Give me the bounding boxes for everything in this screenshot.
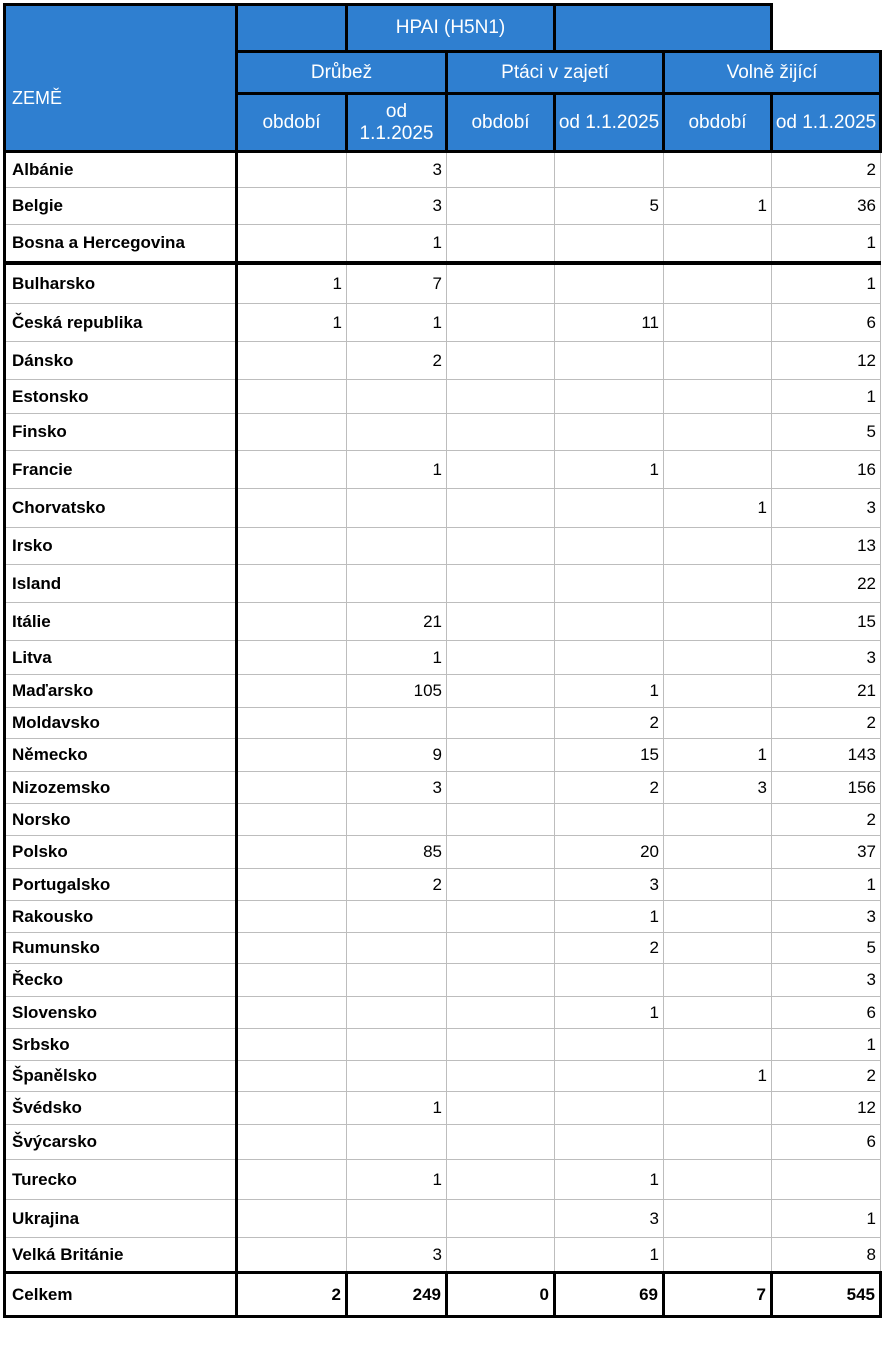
country-cell: Ukrajina: [5, 1200, 237, 1238]
table-row: [5, 225, 881, 263]
value-cell: [447, 414, 555, 451]
country-cell: Rakousko: [5, 901, 237, 933]
value-cell: 1: [347, 451, 447, 489]
table-row: [5, 1029, 881, 1061]
value-cell: 1: [555, 997, 664, 1029]
value-cell: [237, 188, 347, 225]
value-cell: [347, 901, 447, 933]
value-cell: [447, 1092, 555, 1125]
value-cell: [237, 152, 347, 188]
table-row: [5, 1160, 881, 1200]
value-cell: 2: [555, 772, 664, 804]
value-cell: 3: [555, 1200, 664, 1238]
value-cell: [347, 528, 447, 565]
value-cell: 1: [555, 901, 664, 933]
country-cell: Španělsko: [5, 1061, 237, 1092]
value-cell: [664, 528, 772, 565]
table-row: [5, 933, 881, 964]
table-row: [5, 836, 881, 869]
table-body: [5, 152, 881, 1317]
value-cell: [664, 342, 772, 380]
value-cell: 1: [237, 263, 347, 304]
value-cell: [347, 1125, 447, 1160]
value-cell: [664, 804, 772, 836]
value-cell: [555, 263, 664, 304]
value-cell: 2: [555, 933, 664, 964]
value-cell: [237, 565, 347, 603]
value-cell: [664, 964, 772, 997]
value-cell: [447, 1200, 555, 1238]
table-row: [5, 1092, 881, 1125]
value-cell: [664, 708, 772, 739]
value-cell: [447, 451, 555, 489]
value-cell: [447, 964, 555, 997]
country-cell: Litva: [5, 641, 237, 675]
table-row: [5, 739, 881, 772]
value-cell: [555, 603, 664, 641]
table-row: [5, 964, 881, 997]
value-cell: 1: [347, 225, 447, 263]
header-blank-left: [237, 5, 347, 52]
value-cell: 21: [772, 675, 881, 708]
table-row: [5, 997, 881, 1029]
value-cell: 1: [555, 675, 664, 708]
value-cell: [447, 836, 555, 869]
value-cell: [347, 565, 447, 603]
value-cell: [347, 489, 447, 528]
value-cell: [447, 304, 555, 342]
value-cell: [664, 225, 772, 263]
value-cell: 6: [772, 1125, 881, 1160]
total-value-cell: 7: [664, 1273, 772, 1317]
value-cell: 1: [772, 869, 881, 901]
value-cell: 1: [664, 188, 772, 225]
country-cell: Velká Británie: [5, 1238, 237, 1273]
value-cell: [447, 869, 555, 901]
value-cell: [555, 1092, 664, 1125]
value-cell: 12: [772, 342, 881, 380]
value-cell: [664, 933, 772, 964]
since-header: od 1.1.2025: [772, 94, 881, 152]
value-cell: [237, 1125, 347, 1160]
country-cell: Polsko: [5, 836, 237, 869]
value-cell: [664, 304, 772, 342]
value-cell: 1: [555, 1238, 664, 1273]
value-cell: [347, 997, 447, 1029]
value-cell: [555, 152, 664, 188]
value-cell: [664, 451, 772, 489]
country-cell: Slovensko: [5, 997, 237, 1029]
value-cell: 1: [555, 451, 664, 489]
value-cell: 11: [555, 304, 664, 342]
value-cell: [237, 528, 347, 565]
value-cell: 36: [772, 188, 881, 225]
value-cell: [237, 997, 347, 1029]
value-cell: 12: [772, 1092, 881, 1125]
value-cell: [447, 1061, 555, 1092]
value-cell: [664, 152, 772, 188]
table-row: [5, 772, 881, 804]
country-cell: Řecko: [5, 964, 237, 997]
value-cell: [237, 603, 347, 641]
value-cell: 1: [772, 1029, 881, 1061]
value-cell: [447, 603, 555, 641]
value-cell: 3: [347, 1238, 447, 1273]
total-value-cell: 2: [237, 1273, 347, 1317]
value-cell: [237, 804, 347, 836]
table-row: [5, 901, 881, 933]
total-value-cell: 249: [347, 1273, 447, 1317]
country-cell: Česká republika: [5, 304, 237, 342]
value-cell: [447, 489, 555, 528]
country-cell: Švýcarsko: [5, 1125, 237, 1160]
table-row: [5, 1061, 881, 1092]
value-cell: [664, 1125, 772, 1160]
table-row: [5, 1200, 881, 1238]
value-cell: 3: [772, 964, 881, 997]
value-cell: 16: [772, 451, 881, 489]
period-header: období: [237, 94, 347, 152]
country-cell: Finsko: [5, 414, 237, 451]
value-cell: 3: [347, 188, 447, 225]
value-cell: [347, 380, 447, 414]
value-cell: [664, 1029, 772, 1061]
country-cell: Maďarsko: [5, 675, 237, 708]
value-cell: [237, 1160, 347, 1200]
value-cell: [237, 1238, 347, 1273]
value-cell: 2: [347, 869, 447, 901]
value-cell: [447, 1029, 555, 1061]
value-cell: [447, 1238, 555, 1273]
value-cell: 5: [772, 933, 881, 964]
value-cell: [237, 451, 347, 489]
value-cell: 9: [347, 739, 447, 772]
value-cell: 3: [664, 772, 772, 804]
value-cell: [347, 1200, 447, 1238]
table-row: [5, 528, 881, 565]
group-header-poultry: Drůbež: [237, 52, 447, 94]
value-cell: [664, 869, 772, 901]
value-cell: 2: [555, 708, 664, 739]
country-cell: Norsko: [5, 804, 237, 836]
value-cell: 6: [772, 997, 881, 1029]
value-cell: [555, 380, 664, 414]
value-cell: 15: [555, 739, 664, 772]
country-cell: Irsko: [5, 528, 237, 565]
total-value-cell: 0: [447, 1273, 555, 1317]
total-value-cell: 69: [555, 1273, 664, 1317]
value-cell: 2: [772, 708, 881, 739]
table-row: [5, 188, 881, 225]
value-cell: [447, 901, 555, 933]
country-cell: Dánsko: [5, 342, 237, 380]
country-cell: Belgie: [5, 188, 237, 225]
value-cell: [237, 1029, 347, 1061]
value-cell: [347, 1029, 447, 1061]
value-cell: [447, 342, 555, 380]
header-blank-right: [555, 5, 772, 52]
value-cell: 1: [772, 263, 881, 304]
country-cell: Portugalsko: [5, 869, 237, 901]
hpai-table: [3, 3, 882, 1318]
value-cell: 22: [772, 565, 881, 603]
value-cell: [664, 675, 772, 708]
country-header: ZEMĚ: [5, 5, 237, 152]
table-row: [5, 804, 881, 836]
value-cell: [664, 836, 772, 869]
value-cell: [237, 739, 347, 772]
value-cell: 37: [772, 836, 881, 869]
table-row: [5, 152, 881, 188]
value-cell: [555, 1125, 664, 1160]
value-cell: [347, 1061, 447, 1092]
country-cell: Nizozemsko: [5, 772, 237, 804]
value-cell: [555, 225, 664, 263]
value-cell: [664, 1200, 772, 1238]
value-cell: [447, 1160, 555, 1200]
value-cell: [447, 380, 555, 414]
value-cell: 15: [772, 603, 881, 641]
table-row: [5, 1238, 881, 1273]
total-value-cell: 545: [772, 1273, 881, 1317]
value-cell: 143: [772, 739, 881, 772]
country-cell: Švédsko: [5, 1092, 237, 1125]
table-row: [5, 451, 881, 489]
value-cell: [347, 414, 447, 451]
table-row: [5, 565, 881, 603]
value-cell: [237, 1061, 347, 1092]
table-row: [5, 641, 881, 675]
value-cell: 1: [347, 304, 447, 342]
country-cell: Francie: [5, 451, 237, 489]
value-cell: 8: [772, 1238, 881, 1273]
value-cell: 1: [237, 304, 347, 342]
value-cell: [664, 603, 772, 641]
value-cell: 2: [772, 1061, 881, 1092]
value-cell: [347, 708, 447, 739]
value-cell: 105: [347, 675, 447, 708]
value-cell: 156: [772, 772, 881, 804]
value-cell: [447, 225, 555, 263]
value-cell: 1: [772, 1200, 881, 1238]
table-row: [5, 380, 881, 414]
value-cell: 1: [664, 1061, 772, 1092]
table-row: [5, 342, 881, 380]
value-cell: 7: [347, 263, 447, 304]
country-cell: Německo: [5, 739, 237, 772]
table-row: [5, 263, 881, 304]
value-cell: [347, 804, 447, 836]
value-cell: [237, 772, 347, 804]
table-row: [5, 869, 881, 901]
value-cell: 20: [555, 836, 664, 869]
disease-header: HPAI (H5N1): [347, 5, 555, 52]
value-cell: [237, 964, 347, 997]
value-cell: [237, 414, 347, 451]
country-cell: Itálie: [5, 603, 237, 641]
value-cell: [555, 1061, 664, 1092]
country-cell: Turecko: [5, 1160, 237, 1200]
value-cell: [237, 1200, 347, 1238]
table-row: [5, 675, 881, 708]
value-cell: [664, 641, 772, 675]
country-cell: Srbsko: [5, 1029, 237, 1061]
table-row: [5, 603, 881, 641]
value-cell: 3: [772, 641, 881, 675]
value-cell: 1: [347, 641, 447, 675]
value-cell: [664, 414, 772, 451]
value-cell: 1: [347, 1160, 447, 1200]
country-cell: Bulharsko: [5, 263, 237, 304]
value-cell: [664, 1238, 772, 1273]
value-cell: [447, 772, 555, 804]
value-cell: [555, 489, 664, 528]
value-cell: [447, 675, 555, 708]
value-cell: [447, 708, 555, 739]
value-cell: [555, 528, 664, 565]
value-cell: [447, 933, 555, 964]
value-cell: [664, 997, 772, 1029]
value-cell: [447, 641, 555, 675]
value-cell: [237, 641, 347, 675]
value-cell: [447, 804, 555, 836]
value-cell: [447, 152, 555, 188]
value-cell: [447, 263, 555, 304]
country-cell: Bosna a Hercegovina: [5, 225, 237, 263]
value-cell: 1: [772, 380, 881, 414]
value-cell: [237, 342, 347, 380]
country-cell: Albánie: [5, 152, 237, 188]
value-cell: 21: [347, 603, 447, 641]
country-cell: Chorvatsko: [5, 489, 237, 528]
value-cell: 3: [772, 901, 881, 933]
value-cell: [237, 708, 347, 739]
table-row: [5, 708, 881, 739]
value-cell: [664, 565, 772, 603]
value-cell: [555, 565, 664, 603]
value-cell: 6: [772, 304, 881, 342]
value-cell: [237, 489, 347, 528]
value-cell: [447, 739, 555, 772]
value-cell: [664, 901, 772, 933]
value-cell: [555, 342, 664, 380]
value-cell: [237, 225, 347, 263]
value-cell: 3: [555, 869, 664, 901]
country-cell: Estonsko: [5, 380, 237, 414]
value-cell: 1: [555, 1160, 664, 1200]
value-cell: [347, 933, 447, 964]
since-header: od 1.1.2025: [555, 94, 664, 152]
table-row: [5, 1125, 881, 1160]
value-cell: [664, 380, 772, 414]
value-cell: [772, 1160, 881, 1200]
total-label: Celkem: [5, 1273, 237, 1317]
value-cell: 3: [347, 152, 447, 188]
table-row: [5, 489, 881, 528]
value-cell: 2: [347, 342, 447, 380]
value-cell: [447, 188, 555, 225]
table-row: [5, 304, 881, 342]
value-cell: [237, 675, 347, 708]
value-cell: 13: [772, 528, 881, 565]
value-cell: 3: [347, 772, 447, 804]
group-header-captive: Ptáci v zajetí: [447, 52, 664, 94]
value-cell: [347, 964, 447, 997]
value-cell: 5: [555, 188, 664, 225]
value-cell: 1: [772, 225, 881, 263]
value-cell: 2: [772, 152, 881, 188]
value-cell: 1: [664, 489, 772, 528]
value-cell: [664, 1160, 772, 1200]
value-cell: [237, 836, 347, 869]
value-cell: 1: [664, 739, 772, 772]
value-cell: 3: [772, 489, 881, 528]
value-cell: [447, 565, 555, 603]
value-cell: [555, 1029, 664, 1061]
value-cell: [447, 1125, 555, 1160]
table-row: [5, 414, 881, 451]
value-cell: [664, 1092, 772, 1125]
group-header-wild: Volně žijící: [664, 52, 881, 94]
value-cell: [555, 964, 664, 997]
value-cell: 5: [772, 414, 881, 451]
value-cell: [237, 869, 347, 901]
value-cell: [664, 263, 772, 304]
country-cell: Rumunsko: [5, 933, 237, 964]
country-cell: Island: [5, 565, 237, 603]
value-cell: 2: [772, 804, 881, 836]
value-cell: [237, 933, 347, 964]
value-cell: [555, 804, 664, 836]
period-header: období: [664, 94, 772, 152]
value-cell: [237, 1092, 347, 1125]
total-row: [5, 1273, 881, 1317]
value-cell: [555, 641, 664, 675]
country-cell: Moldavsko: [5, 708, 237, 739]
value-cell: [447, 997, 555, 1029]
value-cell: [447, 528, 555, 565]
value-cell: [237, 901, 347, 933]
value-cell: 85: [347, 836, 447, 869]
period-header: období: [447, 94, 555, 152]
value-cell: [555, 414, 664, 451]
value-cell: 1: [347, 1092, 447, 1125]
since-header: od 1.1.2025: [347, 94, 447, 152]
value-cell: [237, 380, 347, 414]
